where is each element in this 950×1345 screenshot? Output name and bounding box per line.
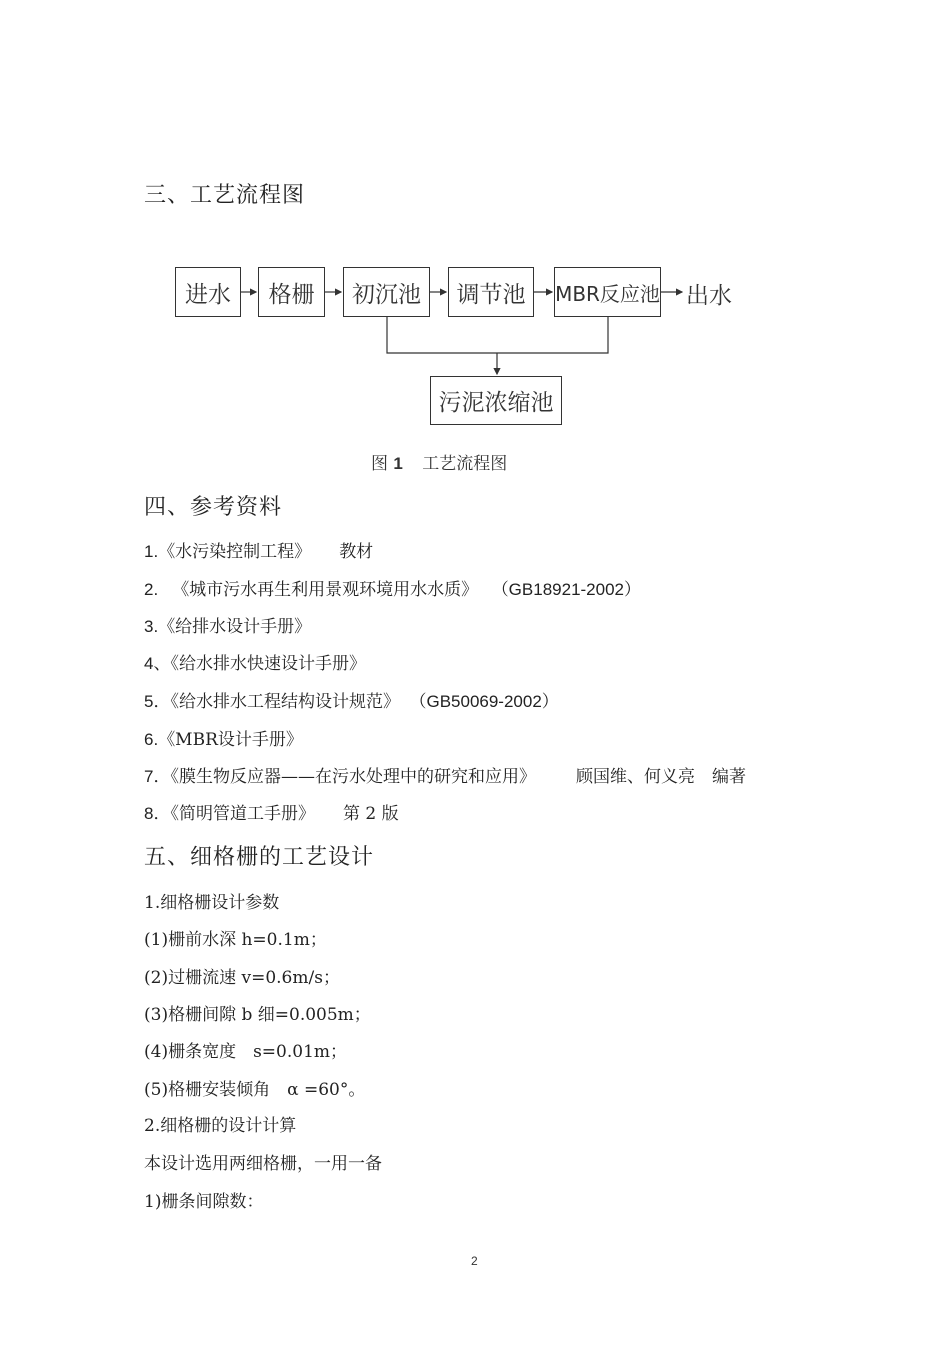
section-3-title: 三、工艺流程图 <box>144 183 306 208</box>
reference-title: 《简明管道工手册》 <box>170 804 315 824</box>
body-paragraph: 本设计选用两细格栅，一用一备 <box>144 1154 382 1174</box>
subsection-title: 1)栅条间隙数： <box>144 1192 264 1212</box>
reference-extra: （GB18921-2002） <box>500 580 642 599</box>
reference-number: 8． <box>144 804 171 823</box>
reference-item <box>144 762 746 787</box>
reference-title: 《水污染控制工程》 <box>158 542 312 562</box>
parameter-line: (4)栅条宽度 s=0.01m； <box>144 1042 348 1062</box>
parameter-line: (5)格栅安装倾角 α =60°。 <box>144 1080 366 1100</box>
reference-item <box>144 799 399 824</box>
reference-extra: 顾国维、何义亮 编著 <box>575 767 746 787</box>
reference-item <box>144 575 641 600</box>
flow-node-sludge-thickener: 污泥浓缩池 <box>430 376 562 425</box>
parameter-line: (3)格栅间隙 b 细=0.005m； <box>144 1005 371 1025</box>
reference-number: 5． <box>144 692 171 711</box>
reference-title: 《给排水设计手册》 <box>158 617 312 637</box>
reference-extra: （GB50069-2002） <box>417 692 559 711</box>
flow-node-inflow: 进水 <box>175 267 241 317</box>
reference-item <box>144 537 373 562</box>
reference-item <box>144 687 559 712</box>
section-5-title: 五、细格栅的工艺设计 <box>144 845 375 870</box>
flow-node-mbr-reactor: MBR反应池 <box>554 267 661 317</box>
reference-number: 4、 <box>144 654 171 673</box>
reference-number: 1. <box>144 542 159 561</box>
figure-caption-prefix: 图 <box>371 454 388 474</box>
section-4-title: 四、参考资料 <box>144 495 283 520</box>
figure-caption <box>371 449 507 474</box>
reference-title: 《给水排水快速设计手册》 <box>170 654 366 674</box>
parameter-line: (2)过栅流速 v=0.6m/s； <box>144 968 340 988</box>
reference-item <box>144 725 303 750</box>
flow-output-label: 出水 <box>686 283 732 309</box>
figure-caption-text: 工艺流程图 <box>422 454 508 474</box>
page-number: 2 <box>471 1254 478 1268</box>
reference-title: 《给水排水工程结构设计规范》 <box>170 692 400 712</box>
reference-title: 《城市污水再生利用景观环境用水水质》 <box>172 580 479 600</box>
reference-number: 2. <box>144 580 159 599</box>
reference-extra: 教材 <box>339 542 374 562</box>
reference-number: 3. <box>144 617 159 636</box>
flow-node-screen: 格栅 <box>258 267 325 317</box>
reference-number: 7． <box>144 767 171 786</box>
reference-number: 6. <box>144 730 159 749</box>
reference-item <box>144 649 366 674</box>
flowchart-connectors <box>0 0 950 450</box>
reference-title: 《膜生物反应器——在污水处理中的研究和应用》 <box>170 767 536 787</box>
figure-caption-number: 1 <box>393 454 403 473</box>
subsection-title: 2.细格栅的设计计算 <box>144 1116 297 1136</box>
reference-item <box>144 612 311 637</box>
sludge-collector-line <box>387 317 608 353</box>
subsection-title: 1.细格栅设计参数 <box>144 893 280 913</box>
reference-title: 《MBR设计手册》 <box>158 730 303 750</box>
reference-extra: 第 2 版 <box>342 804 399 824</box>
parameter-line: (1)栅前水深 h=0.1m； <box>144 930 327 950</box>
flow-node-equalization-tank: 调节池 <box>448 267 534 317</box>
flow-node-primary-clarifier: 初沉池 <box>343 267 430 317</box>
